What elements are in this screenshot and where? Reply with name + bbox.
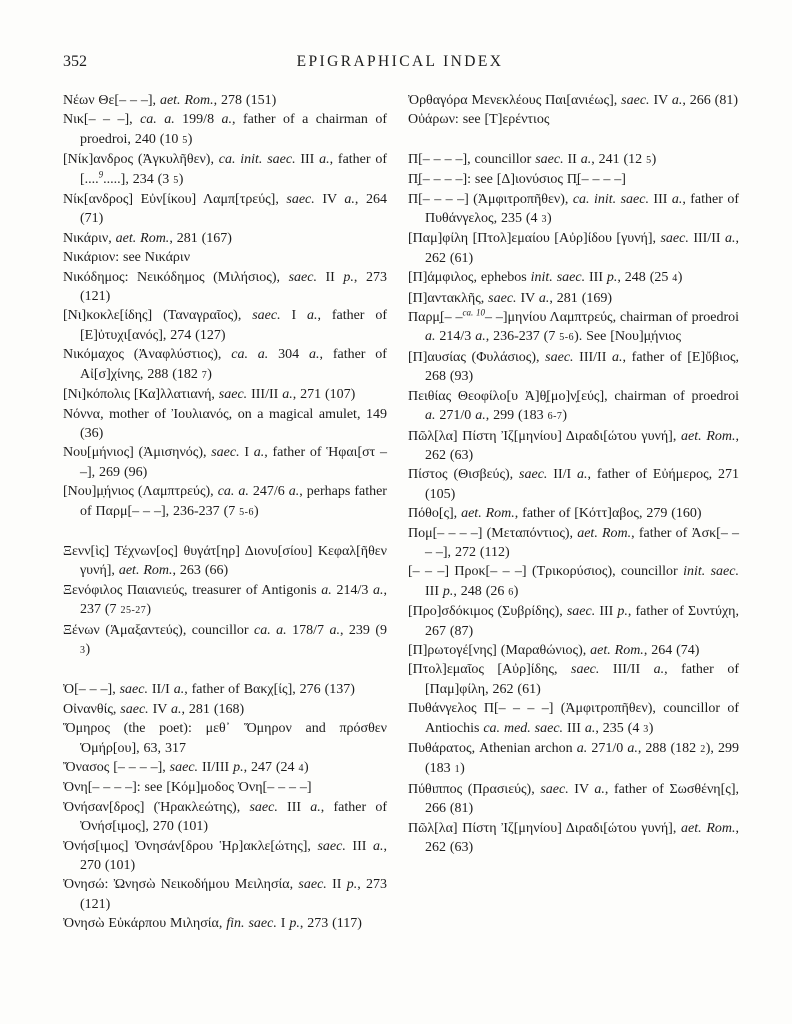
index-entry: [Νου]μ̣ήνιος (Λαμπτρεύς), ca. a. 247/6 a., perhaps father of Παρμ[– – –], 236-237 (7 5-6) — [63, 484, 387, 519]
index-entry: [Π]άμφιλος, ephebos init. saec. III p., 248 (25 4) — [408, 270, 683, 286]
index-entry: Ὀ[– – –], saec. II/I a., father of Βακχ[ίς], 276 (137) — [63, 682, 355, 698]
index-entry: Ὀνησὼ Εὐκάρπου Μιλησία, fin. saec. I p., 273 (117) — [63, 916, 362, 932]
index-entry: Π[– – – –] (Ἀμφιτροπῆθεν), ca. init. saec. III a., father of Πυθάνγελος, 235 (4 3) — [408, 191, 740, 227]
index-entry: Ὀνήσ[ιμος] Ὀνησάν[δρου Ἡρ]ακλε[ώτης], saec. III a., 270 (101) — [63, 838, 387, 874]
index-entry: Νικ[– – –], ca. a. 199/8 a., father of a chairman of proedroi, 240 (10 5) — [63, 112, 387, 147]
index-entry: [Π]αυσίας (Φυλάσιος), saec. III/II a., father of [Ε]ὔβιος, 268 (93) — [408, 349, 739, 385]
index-entry: Ξενόφιλος Παιανιεύς, treasurer of Antigonis a. 214/3 a., 237 (7 25-27) — [63, 582, 387, 618]
index-entry: Νικόδημος: Νεικόδημος (Μιλήσιος), saec. II p., 273 (121) — [63, 269, 387, 305]
index-section-nu — [63, 91, 387, 522]
index-entry: Ὅμηρος (the poet): μεθ᾽ Ὅμηρον and πρόσθεν Ὁμήρ[ου], 63, 317 — [63, 721, 387, 756]
index-entry: Νέων Θε[– – –], aet. Rom., 278 (151) — [63, 93, 277, 108]
index-entry: Πῶλ[λα] Πίστη Ἰζ[μηνίου] Διραδι[ώτου γυνή], aet. Rom., 262 (63) — [408, 820, 739, 856]
index-columns — [63, 91, 739, 934]
index-entry: Πίστος (Θισβεύς), saec. II/I a., father of Εὐήμερος, 271 (105) — [408, 467, 740, 502]
index-entry: [– – –] Προκ[– – –] (Τρικορύσιος), councillor init. saec. III p., 248 (26 6) — [408, 564, 739, 599]
index-entry: Ὀνη[– – – –]: see [Κόμ]μοδος Ὀνη[– – – –] — [63, 780, 312, 796]
index-entry: Νόννα, mother of Ἰουλιανός, on a magical amulet, 149 (36) — [63, 406, 387, 441]
index-entry: Ὄνασος [– – – –], saec. II/III p., 247 (24 4) — [63, 760, 309, 775]
index-entry: Ὀρθαγόρα Μενεκλέους Παι[ανιέως], saec. IV a., 266 (81) — [408, 93, 738, 108]
index-entry: [Π]αντακλῆς, saec. IV a., 281 (169) — [408, 290, 613, 306]
page-number: 352 — [63, 53, 87, 70]
index-entry: [Προ]σδόκιμος (Συβρίδης), saec. III p., father of Συντύχη, 267 (87) — [408, 604, 739, 639]
index-entry: [Παμ]φίλη [Πτολ]εμαίου [Αὐρ]ίδου [γυνή], saec. III/II a., 262 (61) — [408, 231, 739, 266]
index-entry: [Νίκ]ανδρος (Ἀγκυλῆθεν), ca. init. saec. III a., father of [....$^9$.....], 234 (3 5) — [63, 152, 388, 187]
index-entry: Νίκ[ανδρος] Εὐν[ίκου] Λαμπ[τρεύς], saec. IV a., 264 (71) — [63, 192, 387, 227]
index-entry: [Νι]κόπολις [Κα]λλατιανή, saec. III/II a., 271 (107) — [63, 387, 356, 403]
page-header — [63, 53, 737, 75]
index-section-xi — [63, 542, 387, 660]
index-entry: Νικάριν, aet. Rom., 281 (167) — [63, 230, 232, 246]
index-entry: Πυθάνγελος Π[– – – –] (Ἀμφιτροπῆθεν), councillor of Antiochis ca. med. saec. III a., 235 (4 3) — [408, 701, 739, 736]
index-entry: Νικόμαχος (Ἀναφλύστιος), ca. a. 304 a., father of Αἰ[σ]χίνης, 288 (182 7) — [63, 347, 387, 382]
index-entry: Νου[μήνιος] (Ἀμισηνός), saec. I a., father of Ἡφαι[στ – –], 269 (96) — [63, 445, 387, 480]
index-entry: Π[– – – –], councillor saec. II a., 241 (12 5) — [408, 151, 657, 167]
index-entry: Ὀνήσαν[δρος] (Ἡρακλεώτης), saec. III a., father of Ὀνήσ[ιμος], 270 (101) — [63, 799, 387, 835]
index-entry: Π̣[– – – –]: see [Δ]ιονύσιος Π̣[– – – –] — [408, 172, 626, 188]
index-entry: Οὐάρων: see [Τ]ερέντιος — [408, 112, 550, 128]
index-entry: Πύθιππος (Πρασιεύς), saec. IV a., father of Σωσθένη[ς], 266 (81) — [408, 781, 739, 817]
index-section-omicron — [63, 680, 387, 933]
index-entry: Ξενν[ὶς] Τέχνων[ος] θυγάτ[ηρ] Διονυ[σίου] Κεφαλ[ῆθεν γυνή], aet. Rom., 263 (66) — [63, 543, 387, 579]
index-entry: Παρμ̣[– –$^{ca. 10}$– –]μηνίου Λαμπτρεύς, chairman of proedroi a. 214/3 a., 236-237 (7 5-6). See [Νου]μ̣ήνιος — [408, 307, 739, 345]
index-entry: Πῶλ[λα] Πίστη Ἰζ[μηνίου] Διραδι[ώτου γυνή], aet. Rom., 262 (63) — [408, 428, 739, 463]
left-column — [63, 91, 387, 934]
index-entry: Νικάριον: see Νικάριν — [63, 250, 191, 266]
index-entry: Ὀνησώ: Ὠνησὼ Νεικοδήμου Μειλησία, saec. II p., 273 (121) — [63, 877, 387, 912]
index-section-pi — [408, 150, 739, 858]
index-entry: Πειθίας Θεοφίλο[υ Ἀ]θ̣[μο]ν̣[εύς], chairman of proedroi a. 271/0 a., 299 (183 6-7) — [408, 388, 739, 424]
index-section-omicron-continued — [408, 91, 739, 130]
index-entry: [Π]ρωτογέ[νης] (Μαραθώνιος), aet. Rom., 264 (74) — [408, 642, 700, 658]
index-entry: [Νι]κοκλε[ίδης] (Ταναγραῖος), saec. I a., father of [Ε]ὐτυχι[ανός], 274 (127) — [63, 308, 387, 343]
page-title: EPIGRAPHICAL INDEX — [296, 53, 504, 70]
index-entry: Ξένων (Ἁμαξαντεύς), councillor ca. a. 178/7 a., 239 (9 3) — [63, 622, 388, 657]
index-entry: Πομ[– – – –] (Μεταπόντιος), aet. Rom., father of Ἀσκ[– – – –], 272 (112) — [408, 525, 739, 560]
index-entry: Πυθάρατος, Athenian archon a. 271/0 a., 288 (182 2), 299 (183 1) — [408, 741, 739, 777]
right-column — [408, 91, 739, 934]
index-entry: Οἰνανθίς, saec. IV a., 281 (168) — [63, 701, 245, 717]
index-entry: [Πτολ]εμαῖος [Αὐρ]ίδης, saec. III/II a., father of [Παμ]φίλη, 262 (61) — [408, 662, 739, 697]
index-entry: Πόθο[ς], aet. Rom., father of [Κόττ]αβος, 279 (160) — [408, 506, 702, 522]
